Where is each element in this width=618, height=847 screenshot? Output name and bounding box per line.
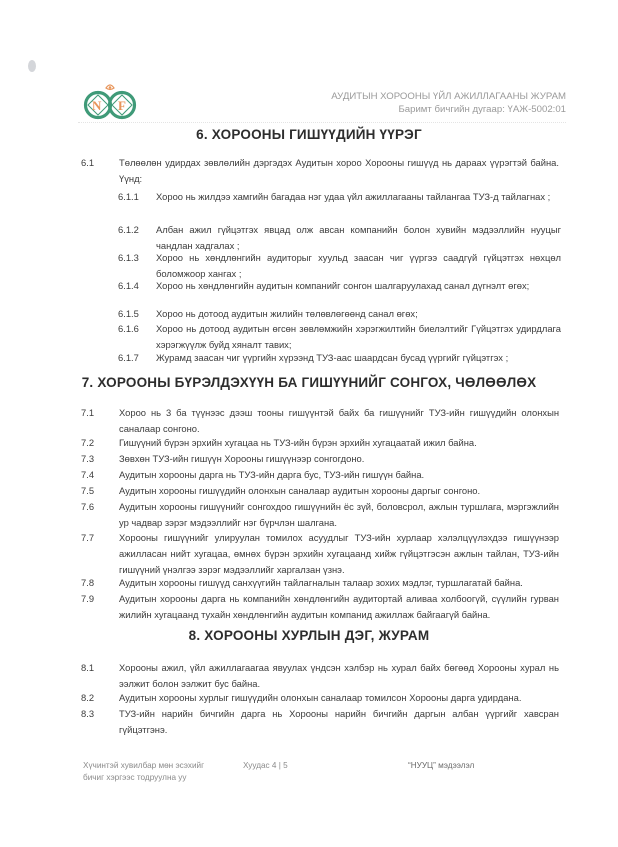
scan-smudge xyxy=(28,60,36,72)
clause-number: 7.6 xyxy=(81,501,95,512)
header-divider xyxy=(78,122,566,123)
clause-number: 7.9 xyxy=(81,593,95,604)
clause-number: 7.3 xyxy=(81,453,95,464)
section-8-title: 8. ХОРООНЫ ХУРЛЫН ДЭГ, ЖУРАМ xyxy=(188,628,430,643)
clause-number: 7.1 xyxy=(81,407,95,418)
clause-number: 7.5 xyxy=(81,485,95,496)
clause-number: 8.1 xyxy=(81,662,95,673)
footer-note xyxy=(83,760,204,784)
section-7-title: 7. ХОРООНЫ БҮРЭЛДЭХҮҮН БА ГИШҮҮНИЙГ СОНГОХ, ЧӨЛӨӨЛӨХ xyxy=(81,375,537,390)
clause-text: Хорооны гишүүнийг улируулан томилох асуудлыг ТУЗ-ийн хурлаар хэлэлцүүлэхдээ гишүүнээр ажилласан нийт хугацаа, өмнөх бүрэн эрхийн хугацаанд хийж гүйцэтгэсэн ажлын тайлан, ТУЗ-ийн гишүүний үнэлгээ зэрэг мэдээллийг харгалзан үзнэ. xyxy=(119,532,559,575)
svg-text:F: F xyxy=(118,98,126,113)
clause-number: 7.8 xyxy=(81,577,95,588)
clause-number: 6.1.2 xyxy=(118,224,139,235)
clause-number: 6.1.7 xyxy=(118,352,139,363)
clause-text: Хороо нь дотоод аудитын жилийн төлөвлөгөөнд санал өгөх; xyxy=(156,308,418,319)
footer-note-line: бичиг хэргээс тодруулна уу xyxy=(83,773,187,782)
clause-number: 6.1 xyxy=(81,157,95,168)
section-6-title: 6. ХОРООНЫ ГИШҮҮДИЙН ҮҮРЭГ xyxy=(196,127,422,142)
footer-note-line: Хүчинтэй хувилбар мөн эсэхийг xyxy=(83,761,205,770)
clause-text: Хороо нь хөндлөнгийн аудитын компанийг сонгон шалгаруулахад санал дүгнэлт өгөх; xyxy=(156,280,530,291)
document-header xyxy=(331,90,566,116)
clause-number: 7.7 xyxy=(81,532,95,543)
clause-text: Аудитын хорооны хурлыг гишүүдийн олонхын саналаар томилсон Хорооны дарга удирдана. xyxy=(119,692,522,703)
clause-number: 6.1.4 xyxy=(118,280,139,291)
clause-text: Гишүүний бүрэн эрхийн хугацаа нь ТУЗ-ийн бүрэн эрхийн хугацаатай ижил байна. xyxy=(119,437,477,448)
clause-number: 6.1.1 xyxy=(118,191,139,202)
company-logo xyxy=(79,84,141,120)
logo-icon xyxy=(79,84,141,120)
clause-text: Аудитын хорооны гишүүнийг сонгохдоо гишүүнийн ёс зүй, боловсрол, ажлын туршлага, мэргэжлийн ур чадвар зэрэг мэдээллийг нэг бүрчлэн шалгана. xyxy=(119,501,559,528)
clause-text: Төлөөлөн удирдах зөвлөлийн дэргэдэх Аудитын хороо Хорооны гишүүд нь дараах үүрэгтэй байна. Үүнд: xyxy=(119,157,559,184)
document-number: Баримт бичгийн дугаар: ҮАЖ-5002:01 xyxy=(398,104,566,115)
clause-number: 6.1.5 xyxy=(118,308,139,319)
clause-text: ТУЗ-ийн нарийн бичгийн дарга нь Хорооны нарийн бичгийн даргын албан үүргийг хавсран гүйцэтгэнэ. xyxy=(119,708,559,735)
clause-number: 8.2 xyxy=(81,692,95,703)
classification-label: “НУУЦ” мэдээлэл xyxy=(408,761,475,770)
clause-number: 6.1.3 xyxy=(118,252,139,263)
page-number: Хуудас 4 | 5 xyxy=(243,761,288,770)
clause-text: Зөвхөн ТУЗ-ийн гишүүн Хорооны гишүүнээр сонгогдоно. xyxy=(119,453,365,464)
clause-text: Хороо нь жилдээ хамгийн багадаа нэг удаа үйл ажиллагааны тайлангаа ТУЗ-д тайлагнах ; xyxy=(156,191,551,202)
clause-text: Албан ажил гүйцэтгэх явцад олж авсан компанийн болон хувийн мэдээллийн нууцыг чандлан хадгалах ; xyxy=(156,224,561,251)
clause-text: Аудитын хорооны дарга нь компанийн хөндлөнгийн аудитортай аливаа холбоогүй, сүүлийн гурван жилийн хугацаанд тухайн хөндлөнгийн аудитын компанид ажиллаж байгаагүй байна. xyxy=(119,593,559,620)
clause-number: 7.4 xyxy=(81,469,95,480)
svg-text:N: N xyxy=(92,98,102,113)
clause-text: Хороо нь дотоод аудитын өгсөн зөвлөмжийн хэрэгжилтийн биелэлтийг Гүйцэтгэх удирдлага хэрэгжүүлж буйд хяналт тавих; xyxy=(156,323,561,350)
clause-text: Хороо нь хөндлөнгийн аудиторыг хуульд заасан чиг үүргээ саадгүй гүйцэтгэх нөхцөл боломжоор хангах ; xyxy=(156,252,561,279)
clause-number: 8.3 xyxy=(81,708,95,719)
clause-number: 6.1.6 xyxy=(118,323,139,334)
clause-text: Аудитын хорооны гишүүд санхүүгийн тайлагналын талаар зохих мэдлэг, туршлагатай байна. xyxy=(119,577,523,588)
document-title: АУДИТЫН ХОРООНЫ ҮЙЛ АЖИЛЛАГААНЫ ЖУРАМ xyxy=(331,91,566,102)
clause-text: Хорооны ажил, үйл ажиллагаагаа явуулах үндсэн хэлбэр нь хурал байх бөгөөд Хорооны хурал нь ээлжит болон ээлжит бус байна. xyxy=(119,662,559,689)
clause-text: Журамд заасан чиг үүргийн хүрээнд ТУЗ-аас шаардсан бусад үүргийг гүйцэтгэх ; xyxy=(156,352,509,363)
clause-text: Хороо нь 3 ба түүнээс дээш тооны гишүүнтэй байх ба гишүүнийг ТУЗ-ийн гишүүдийн олонхын саналаар сонгоно. xyxy=(119,407,559,434)
clause-number: 7.2 xyxy=(81,437,95,448)
clause-text: Аудитын хорооны гишүүдийн олонхын саналаар аудитын хорооны даргыг сонгоно. xyxy=(119,485,481,496)
clause-text: Аудитын хорооны дарга нь ТУЗ-ийн дарга бус, ТУЗ-ийн гишүүн байна. xyxy=(119,469,425,480)
